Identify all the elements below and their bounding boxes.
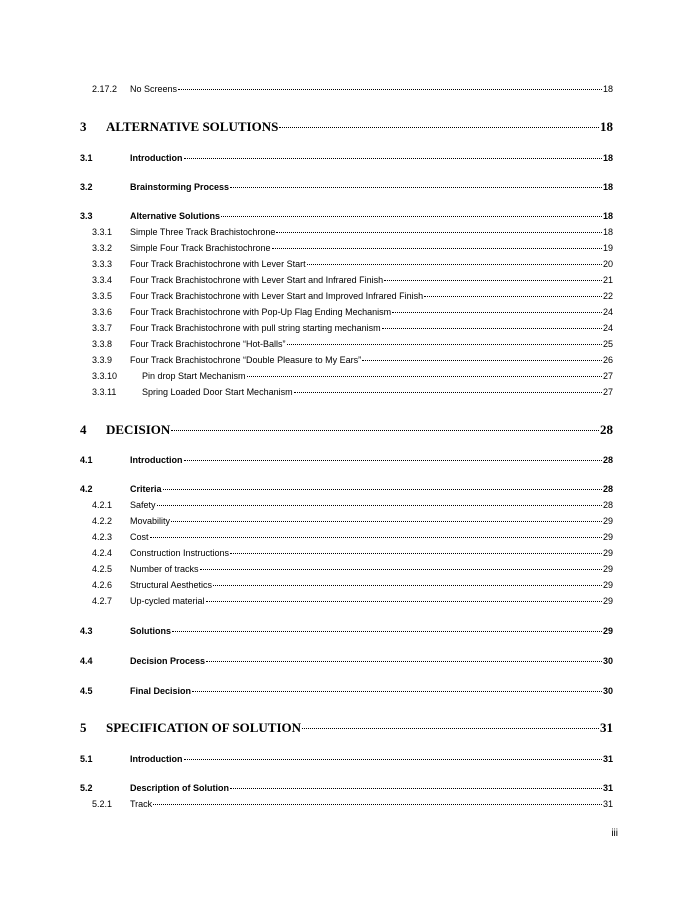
entry-title: ALTERNATIVE SOLUTIONS <box>106 119 279 134</box>
entry-number: 5.2 <box>80 783 93 793</box>
dot-leader <box>184 158 602 159</box>
toc-section[interactable] <box>80 783 613 793</box>
entry-number: 4.2.4 <box>92 548 113 558</box>
entry-page: 18 <box>602 227 613 237</box>
dot-leader <box>153 804 602 805</box>
entry-title: Pin drop Start Mechanism <box>142 371 246 381</box>
dot-leader <box>384 280 602 281</box>
dot-leader <box>362 360 602 361</box>
toc-entry[interactable] <box>80 275 613 285</box>
entry-title: SPECIFICATION OF SOLUTION <box>106 720 302 735</box>
entry-title: Four Track Brachistochrone with Lever Start and Infrared Finish <box>130 275 384 285</box>
entry-title: Four Track Brachistochrone with Lever Start and Improved Infrared Finish <box>130 291 424 301</box>
entry-number: 5.1 <box>80 754 93 764</box>
toc-entry[interactable] <box>80 548 613 558</box>
toc-entry[interactable] <box>80 355 613 365</box>
toc-entry[interactable] <box>80 339 613 349</box>
entry-title: Four Track Brachistochrone “Hot-Balls” <box>130 339 286 349</box>
toc-section[interactable] <box>80 211 613 221</box>
dot-leader <box>424 296 602 297</box>
entry-number: 4.4 <box>80 656 93 666</box>
entry-title: Structural Aesthetics <box>130 580 213 590</box>
entry-page: 30 <box>602 686 613 696</box>
entry-title: Alternative Solutions <box>130 211 221 221</box>
entry-page: 18 <box>602 211 613 221</box>
dot-leader <box>287 344 602 345</box>
entry-page: 28 <box>602 500 613 510</box>
toc-section[interactable] <box>80 686 613 696</box>
entry-title: Simple Four Track Brachistochrone <box>130 243 271 253</box>
toc-section[interactable] <box>80 182 613 192</box>
dot-leader <box>192 691 602 692</box>
entry-page: 18 <box>602 153 613 163</box>
entry-page: 19 <box>602 243 613 253</box>
entry-page: 18 <box>602 84 613 94</box>
dot-leader <box>230 187 602 188</box>
dot-leader <box>272 248 602 249</box>
toc-entry[interactable] <box>80 564 613 574</box>
entry-number: 3.3.3 <box>92 259 113 269</box>
entry-title: Safety <box>130 500 156 510</box>
dot-leader <box>230 553 602 554</box>
entry-number: 3.3.11 <box>92 387 117 397</box>
entry-number: 4.2.1 <box>92 500 113 510</box>
dot-leader <box>307 264 602 265</box>
entry-page: 28 <box>602 484 613 494</box>
entry-page: 30 <box>602 656 613 666</box>
toc-section[interactable] <box>80 153 613 163</box>
entry-title: Cost <box>130 532 149 542</box>
toc-entry[interactable] <box>80 799 613 809</box>
entry-title: Four Track Brachistochrone with Pop-Up Flag Ending Mechanism <box>130 307 392 317</box>
toc-section[interactable] <box>80 656 613 666</box>
entry-number: 4.5 <box>80 686 93 696</box>
footer-page-number: iii <box>611 828 618 839</box>
entry-number: 4.1 <box>80 455 93 465</box>
entry-page: 24 <box>602 307 613 317</box>
dot-leader <box>171 521 602 522</box>
entry-title: Solutions <box>130 626 171 636</box>
toc-entry[interactable] <box>80 291 613 301</box>
entry-number: 3.3.1 <box>92 227 113 237</box>
toc-entry[interactable] <box>80 84 613 94</box>
entry-number: 3.3.4 <box>92 275 113 285</box>
entry-page: 29 <box>602 516 613 526</box>
entry-page: 18 <box>600 119 613 134</box>
entry-title: Track <box>130 799 153 809</box>
entry-title: Introduction <box>130 153 183 163</box>
toc-chapter[interactable] <box>80 422 613 438</box>
entry-title: Up-cycled material <box>130 596 205 606</box>
entry-page: 21 <box>602 275 613 285</box>
entry-page: 27 <box>602 371 613 381</box>
toc-entry[interactable] <box>80 516 613 526</box>
entry-title: Description of Solution <box>130 783 229 793</box>
entry-number: 3.3.10 <box>92 371 118 381</box>
entry-title: Introduction <box>130 754 183 764</box>
toc-section[interactable] <box>80 484 613 494</box>
dot-leader <box>200 569 602 570</box>
entry-title: Four Track Brachistochrone with pull string starting mechanism <box>130 323 381 333</box>
entry-title: Criteria <box>130 484 162 494</box>
entry-number: 3 <box>80 119 87 134</box>
dot-leader <box>382 328 602 329</box>
entry-number: 3.3.5 <box>92 291 113 301</box>
entry-page: 26 <box>602 355 613 365</box>
dot-leader <box>206 661 602 662</box>
toc-section[interactable] <box>80 455 613 465</box>
entry-page: 29 <box>602 548 613 558</box>
entry-number: 3.1 <box>80 153 93 163</box>
entry-page: 29 <box>602 532 613 542</box>
entry-number: 4.2.5 <box>92 564 113 574</box>
entry-number: 4.2.2 <box>92 516 113 526</box>
entry-title: Final Decision <box>130 686 192 696</box>
entry-number: 3.3 <box>80 211 93 221</box>
entry-page: 31 <box>602 754 613 764</box>
entry-number: 5.2.1 <box>92 799 113 809</box>
toc-entry[interactable] <box>80 307 613 317</box>
dot-leader <box>276 232 602 233</box>
toc-entry[interactable] <box>80 371 613 381</box>
dot-leader <box>157 505 602 506</box>
entry-page: 31 <box>600 720 613 735</box>
dot-leader <box>302 728 599 729</box>
entry-title: Four Track Brachistochrone with Lever Start <box>130 259 306 269</box>
entry-number: 4 <box>80 422 87 437</box>
entry-page: 31 <box>602 799 613 809</box>
entry-title: DECISION <box>106 422 171 437</box>
entry-title: Brainstorming Process <box>130 182 230 192</box>
dot-leader <box>178 89 602 90</box>
toc-entry[interactable] <box>80 227 613 237</box>
dot-leader <box>230 788 602 789</box>
entry-number: 5 <box>80 720 87 735</box>
entry-page: 29 <box>602 596 613 606</box>
entry-title: Decision Process <box>130 656 206 666</box>
entry-page: 20 <box>602 259 613 269</box>
entry-title: Introduction <box>130 455 183 465</box>
entry-title: Spring Loaded Door Start Mechanism <box>142 387 293 397</box>
dot-leader <box>247 376 602 377</box>
entry-page: 28 <box>600 422 613 437</box>
entry-page: 29 <box>602 580 613 590</box>
toc-section[interactable] <box>80 626 613 636</box>
dot-leader <box>279 127 599 128</box>
entry-title: Four Track Brachistochrone “Double Pleasure to My Ears” <box>130 355 362 365</box>
entry-page: 27 <box>602 387 613 397</box>
dot-leader <box>184 759 602 760</box>
entry-page: 24 <box>602 323 613 333</box>
entry-page: 18 <box>602 182 613 192</box>
toc-entry[interactable] <box>80 387 613 397</box>
entry-title: No Screens <box>130 84 178 94</box>
dot-leader <box>172 631 602 632</box>
entry-number: 3.3.8 <box>92 339 113 349</box>
entry-page: 25 <box>602 339 613 349</box>
entry-page: 29 <box>602 564 613 574</box>
entry-number: 4.3 <box>80 626 93 636</box>
dot-leader <box>392 312 602 313</box>
toc-section[interactable] <box>80 754 613 764</box>
entry-page: 28 <box>602 455 613 465</box>
toc-entry[interactable] <box>80 323 613 333</box>
entry-page: 22 <box>602 291 613 301</box>
entry-title: Movability <box>130 516 171 526</box>
dot-leader <box>206 601 602 602</box>
entry-page: 31 <box>602 783 613 793</box>
toc-entry[interactable] <box>80 532 613 542</box>
toc-entry[interactable] <box>80 259 613 269</box>
entry-number: 4.2.7 <box>92 596 113 606</box>
dot-leader <box>294 392 602 393</box>
dot-leader <box>171 430 599 431</box>
dot-leader <box>221 216 602 217</box>
entry-number: 3.3.7 <box>92 323 113 333</box>
dot-leader <box>184 460 602 461</box>
entry-number: 3.3.2 <box>92 243 113 253</box>
entry-number: 3.3.9 <box>92 355 113 365</box>
dot-leader <box>213 585 602 586</box>
entry-number: 4.2 <box>80 484 93 494</box>
entry-number: 4.2.6 <box>92 580 113 590</box>
toc-entry[interactable] <box>80 596 613 606</box>
entry-number: 3.3.6 <box>92 307 113 317</box>
toc-chapter[interactable] <box>80 119 613 135</box>
toc-entry[interactable] <box>80 580 613 590</box>
dot-leader <box>163 489 602 490</box>
entry-page: 29 <box>602 626 613 636</box>
dot-leader <box>150 537 602 538</box>
toc-entry[interactable] <box>80 500 613 510</box>
entry-number: 3.2 <box>80 182 93 192</box>
toc-chapter[interactable] <box>80 720 613 736</box>
entry-number: 4.2.3 <box>92 532 113 542</box>
entry-number: 2.17.2 <box>92 84 118 94</box>
toc-entry[interactable] <box>80 243 613 253</box>
entry-title: Simple Three Track Brachistochrone <box>130 227 276 237</box>
entry-title: Number of tracks <box>130 564 199 574</box>
entry-title: Construction Instructions <box>130 548 230 558</box>
